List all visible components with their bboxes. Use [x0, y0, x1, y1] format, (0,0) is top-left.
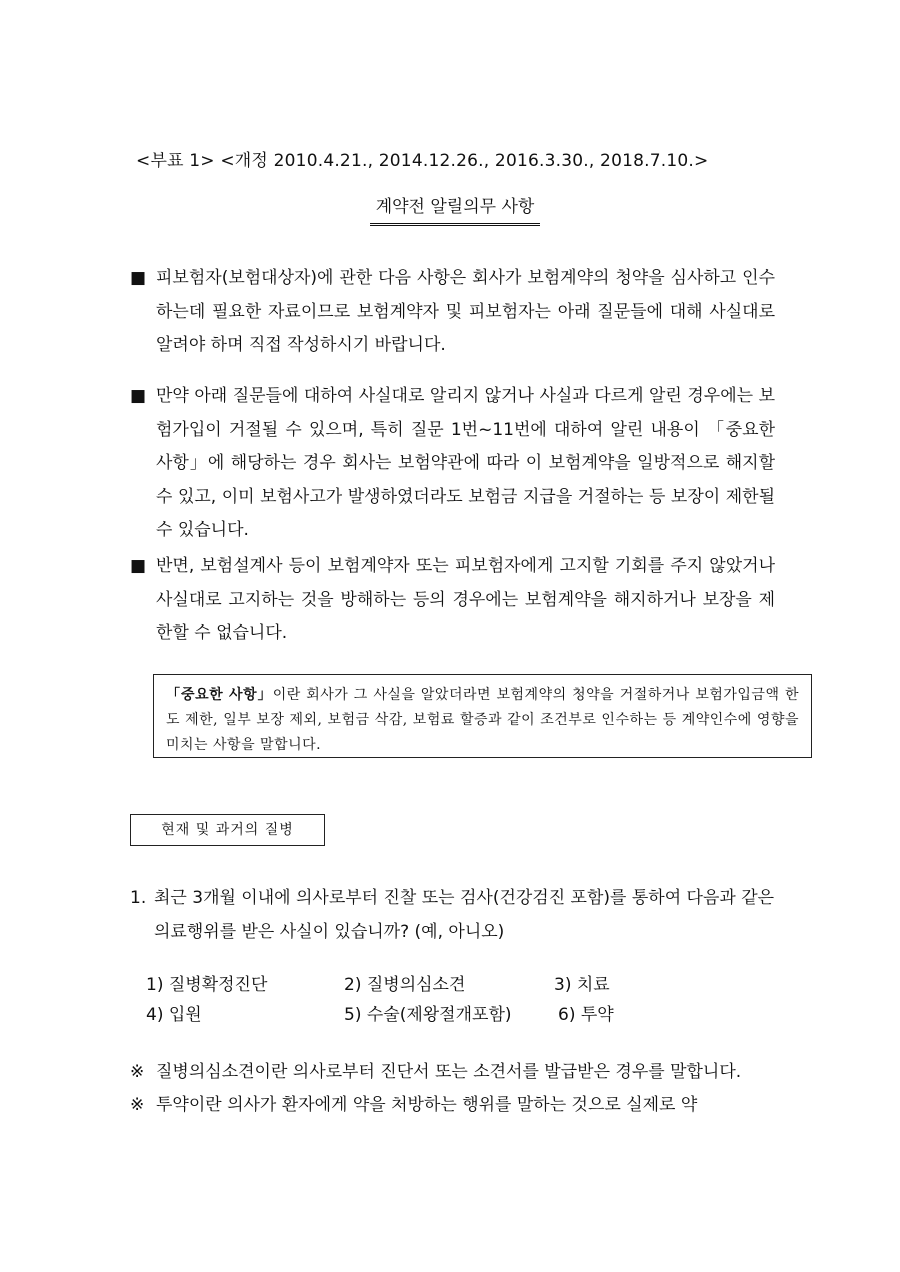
important-matter-definition: 이란 회사가 그 사실을 알았더라면 보험계약의 청약을 거절하거나 보험가입금액 한도 제한, 일부 보장 제외, 보험금 삭감, 보험료 할증과 같이 조건부로 인수하는 등 계약인수에 영향을 미치는 사항을 말합니다.	[166, 687, 799, 753]
document-title-text: 계약전 알릴의무 사항	[370, 192, 541, 226]
bullet-item	[130, 550, 775, 651]
question-text: 최근 3개월 이내에 의사로부터 진찰 또는 검사(건강검진 포함)를 통하여 다음과 같은 의료행위를 받은 사실이 있습니까? (예, 아니오)	[154, 888, 775, 942]
notes-list	[130, 1056, 775, 1122]
option-item: 5) 수술(제왕절개포함)	[344, 1005, 512, 1025]
document-title	[0, 192, 900, 226]
note-text: 투약이란 의사가 환자에게 약을 처방하는 행위를 말하는 것으로 실제로 약	[156, 1095, 698, 1115]
section-heading: 현재 및 과거의 질병	[130, 814, 325, 846]
option-item: 6) 투약	[558, 1005, 614, 1025]
reference-mark-icon: ※	[130, 1095, 145, 1115]
square-bullet-icon: ■	[130, 386, 147, 406]
bullet-text: 피보험자(보험대상자)에 관한 다음 사항은 회사가 보험계약의 청약을 심사하고 인수하는데 필요한 자료이므로 보험계약자 및 피보험자는 아래 질문들에 대해 사실대로 알려야 하며 직접 작성하시기 바랍니다.	[156, 268, 775, 355]
question-1	[130, 882, 775, 949]
question-1-options	[146, 970, 746, 1030]
option-item: 2) 질병의심소견	[344, 975, 466, 995]
square-bullet-icon: ■	[130, 268, 147, 288]
important-matter-term: 「중요한 사항」	[166, 687, 273, 703]
revision-header: <부표 1> <개정 2010.4.21., 2014.12.26., 2016.3.30., 2018.7.10.>	[136, 151, 709, 171]
bullet-item	[130, 380, 775, 548]
note-item	[130, 1089, 775, 1122]
question-number: 1.	[130, 888, 147, 908]
note-item	[130, 1056, 775, 1089]
important-matter-note	[153, 674, 812, 758]
option-item: 1) 질병확정진단	[146, 975, 268, 995]
note-text: 질병의심소견이란 의사로부터 진단서 또는 소견서를 발급받은 경우를 말합니다.	[156, 1062, 742, 1082]
bullet-text: 반면, 보험설계사 등이 보험계약자 또는 피보험자에게 고지할 기회를 주지 않았거나 사실대로 고지하는 것을 방해하는 등의 경우에는 보험계약을 해지하거나 보장을 제한할 수 없습니다.	[156, 556, 775, 643]
reference-mark-icon: ※	[130, 1062, 145, 1082]
bullet-text: 만약 아래 질문들에 대하여 사실대로 알리지 않거나 사실과 다르게 알린 경우에는 보험가입이 거절될 수 있으며, 특히 질문 1번~11번에 대하여 알린 내용이 「중요한 사항」에 해당하는 경우 회사는 보험약관에 따라 이 보험계약을 일방적으로 해지할 수 있고, 이미 보험사고가 발생하였더라도 보험금 지급을 거절하는 등 보장이 제한될 수 있습니다.	[156, 386, 775, 540]
option-item: 4) 입원	[146, 1005, 202, 1025]
bullet-item	[130, 262, 775, 363]
option-item: 3) 치료	[554, 975, 610, 995]
square-bullet-icon: ■	[130, 556, 147, 576]
